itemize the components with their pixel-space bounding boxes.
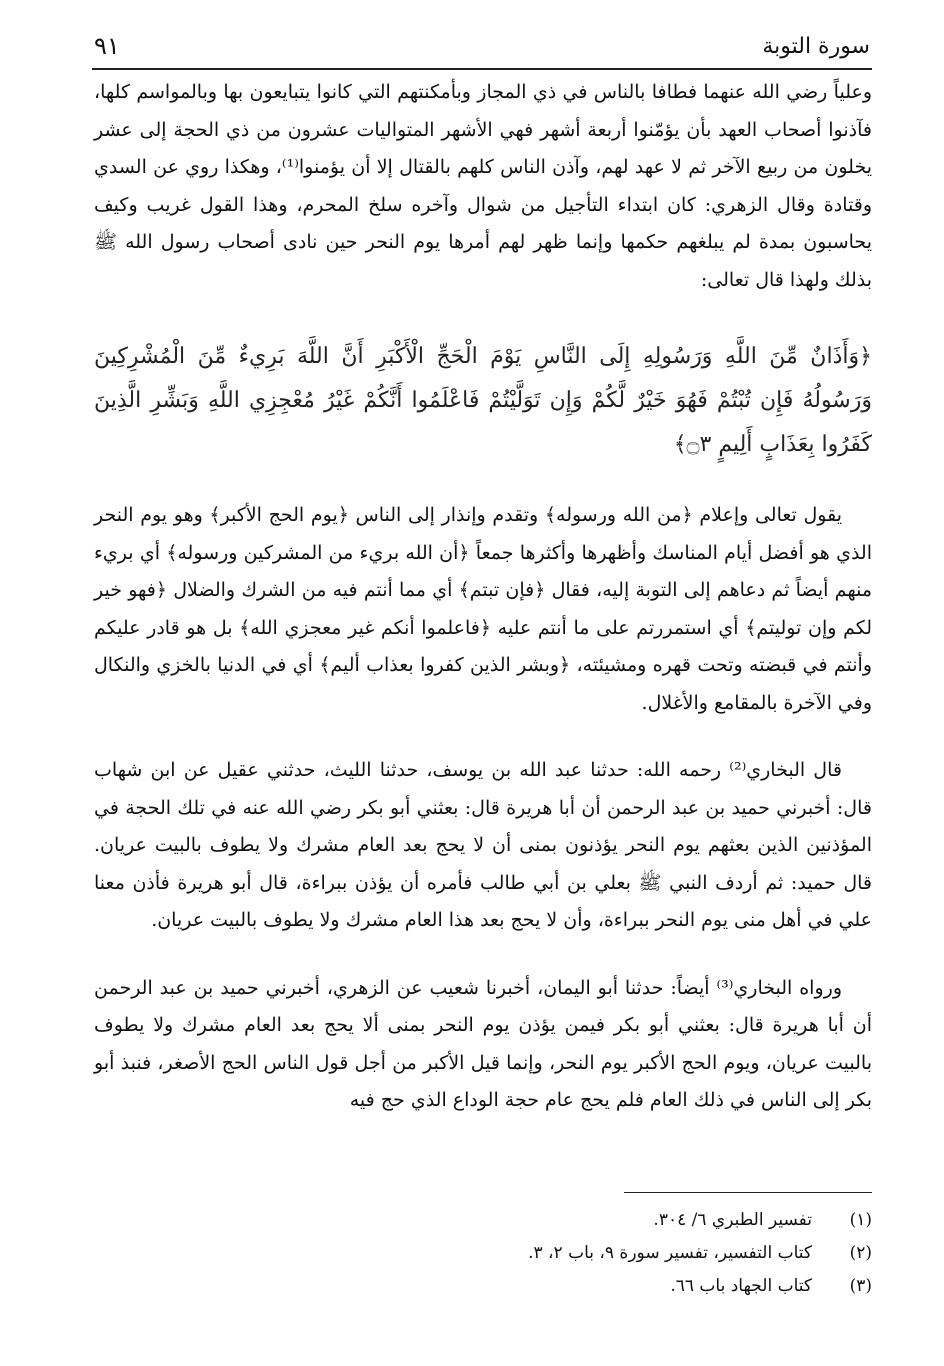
page-header	[92, 28, 872, 70]
footnote-number: (٣)	[849, 1276, 872, 1296]
surah-name: سورة التوبة	[762, 34, 870, 59]
footnote-text: كتاب الجهاد باب ٦٦.	[670, 1276, 812, 1296]
footnote-number: (٢)	[849, 1243, 872, 1263]
footnote-number: (١)	[849, 1210, 872, 1230]
footnote	[94, 1204, 872, 1237]
footnote-text: كتاب التفسير، تفسير سورة ٩، باب ٢، ٣.	[528, 1243, 812, 1263]
paragraph: قال البخاري⁽²⁾ رحمه الله: حدثنا عبد الله بن يوسف، حدثنا الليث، حدثني عقيل عن ابن شهاب قال: أخبرني حميد بن عبد الرحمن أن أبا هريرة قال: بعثني أبو بكر رضي الله عنه في تلك الحجة في المؤذنين الذين بعثهم يوم النحر يؤذنون بمنى أن لا يحج بعد العام مشرك ولا يطوف بالبيت عريان. قال حميد: ثم أردف النبي ﷺ بعلي بن أبي طالب فأمره أن يؤذن ببراءة، قال أبو هريرة فأذن معنا علي في أهل منى يوم النحر ببراءة، وأن لا يحج بعد هذا العام مشرك ولا يطوف بالبيت عريان.	[94, 759, 872, 931]
page-body	[94, 74, 872, 1120]
paragraph: يقول تعالى وإعلام ﴿من الله ورسوله﴾ وتقدم وإنذار إلى الناس ﴿يوم الحج الأكبر﴾ وهو يوم النحر الذي هو أفضل أيام المناسك وأظهرها وأكثرها جمعاً ﴿أن الله بريء من المشركين ورسوله﴾ أي بريء منهم أيضاً ثم دعاهم إلى التوبة إليه، فقال ﴿فإن تبتم﴾ أي مما أنتم فيه من الشرك والضلال ﴿فهو خير لكم وإن توليتم﴾ أي استمررتم على ما أنتم عليه ﴿فاعلموا أنكم غير معجزي الله﴾ بل هو قادر عليكم وأنتم في قبضته وتحت قهره ومشيئته، ﴿وبشر الذين كفروا بعذاب أليم﴾ أي في الدنيا بالخزي والنكال وفي الآخرة بالمقامع والأغلال.	[94, 504, 872, 714]
paragraph: وعلياً رضي الله عنهما فطافا بالناس في ذي المجاز وبأمكنتهم التي كانوا يتبايعون بها وبالمواسم كلها، فآذنوا أصحاب العهد بأن يؤمّنوا أربعة أشهر فهي الأشهر المتواليات عشرون من ذي الحجة إلى عشر يخلون من ربيع الآخر ثم لا عهد لهم، وآذن الناس كلهم بالقتال إلا أن يؤمنوا⁽¹⁾، وهكذا روي عن السدي وقتادة وقال الزهري: كان ابتداء التأجيل من شوال وآخره سلخ المحرم، وهذا القول غريب وكيف يحاسبون بمدة لم يبلغهم حكمها وإنما ظهر لهم أمرها يوم النحر حين نادى أصحاب رسول الله ﷺ بذلك ولهذا قال تعالى:	[94, 81, 872, 291]
quran-verse: ﴿وَأَذَانٌ مِّنَ اللَّهِ وَرَسُولِهِ إِلَى النَّاسِ يَوْمَ الْحَجِّ الْأَكْبَرِ أَنَّ اللَّهَ بَرِيءٌ مِّنَ الْمُشْرِكِينَ وَرَسُولُهُ فَإِن تُبْتُمْ فَهُوَ خَيْرٌ لَّكُمْ وَإِن تَوَلَّيْتُمْ فَاعْلَمُوا أَنَّكُمْ غَيْرُ مُعْجِزِي اللَّهِ وَبَشِّرِ الَّذِينَ كَفَرُوا بِعَذَابٍ أَلِيمٍ ۝٣﴾	[94, 344, 872, 457]
page-number: ٩١	[94, 32, 120, 60]
footnote	[94, 1270, 872, 1303]
footnotes	[94, 1204, 872, 1303]
footnote	[94, 1237, 872, 1270]
footnote-text: تفسير الطبري ٦/ ٣٠٤.	[653, 1210, 812, 1230]
paragraph: ورواه البخاري⁽³⁾ أيضاً: حدثنا أبو اليمان، أخبرنا شعيب عن الزهري، أخبرني حميد بن عبد الرحمن أن أبا هريرة قال: بعثني أبو بكر فيمن يؤذن يوم النحر بمنى ألا يحج بعد العام مشرك ولا يطوف بالبيت عريان، ويوم الحج الأكبر يوم النحر، وإنما قيل الأكبر من أجل قول الناس الحج الأصغر، فنبذ أبو بكر إلى الناس في ذلك العام فلم يحج عام حجة الوداع الذي حج فيه	[94, 976, 872, 1111]
footnote-divider	[624, 1192, 872, 1193]
